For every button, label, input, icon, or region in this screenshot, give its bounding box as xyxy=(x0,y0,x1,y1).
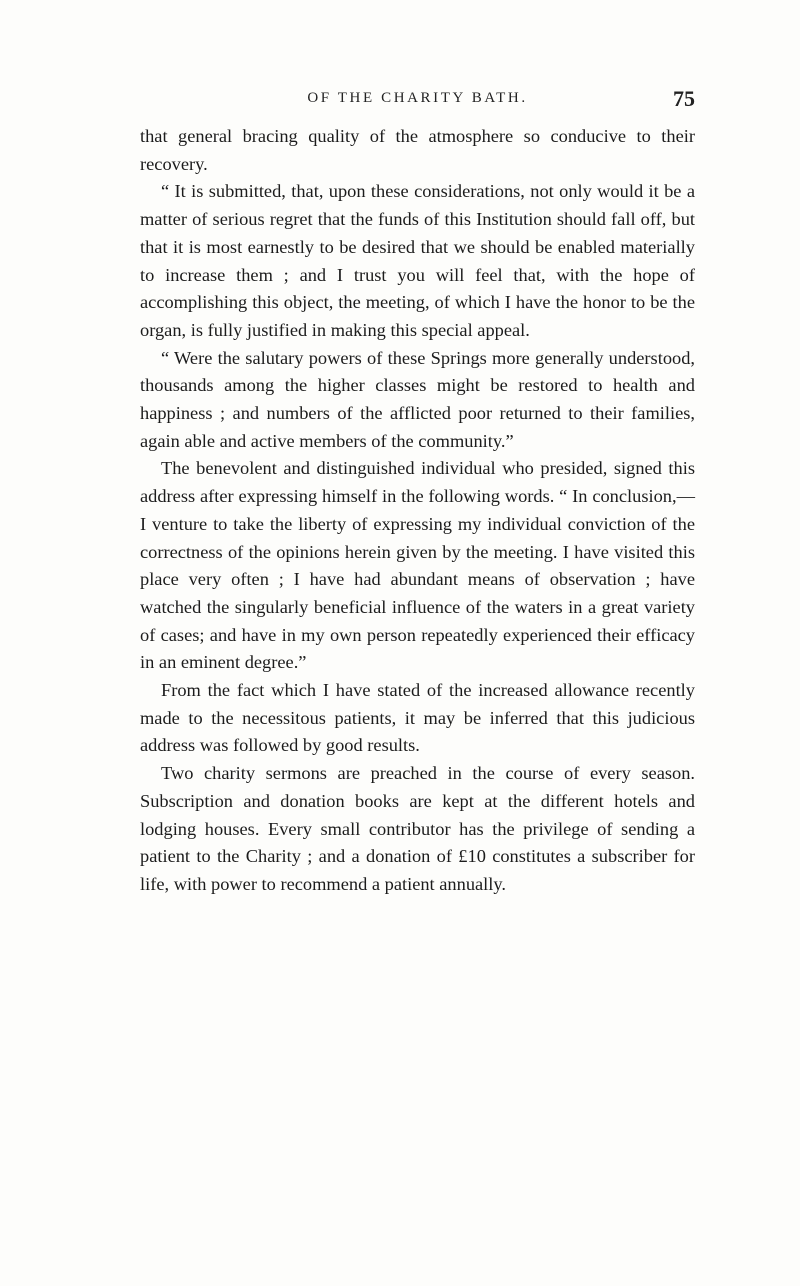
running-head xyxy=(140,88,695,118)
page-number: 75 xyxy=(673,86,695,111)
paragraph-continuation: that general bracing quality of the atmosphere so conducive to their recovery. xyxy=(140,126,695,174)
paragraph-benevolent-individual: The benevolent and distinguished individual who presided, signed this address after expressing himself in the following words. “ In conclusion,—I venture to take the liberty of expressing my individual conviction of the correctness of the opinions herein given by the meeting. I have visited this place very often ; I have had abundant means of observation ; have watched the singularly beneficial influence of the waters in a great variety of cases; and have in my own person repeatedly experienced their efficacy in an eminent degree.” xyxy=(140,458,695,673)
body-text xyxy=(140,123,695,899)
paragraph-salutary-powers: “ Were the salutary powers of these Springs more generally understood, thousands among the higher classes might be restored to health and happiness ; and numbers of the afflicted poor returned to their families, again able and active members of the community.” xyxy=(140,347,695,451)
paragraph-charity-sermons: Two charity sermons are preached in the course of every season. Subscription and donation books are kept at the different hotels and lodging houses. Every small contributor has the privilege of sending a patient to the Charity ; and a donation of £10 constitutes a subscriber for life, with power to recommend a patient annually. xyxy=(140,763,695,894)
running-title: OF THE CHARITY BATH. xyxy=(307,90,528,106)
paragraph-submission: “ It is submitted, that, upon these considerations, not only would it be a matter of serious regret that the funds of this Institution should fall off, but that it is most earnestly to be desired that we should be enabled materially to increase them ; and I trust you will feel that, with the hope of accomplishing this object, the meeting, of which I have the honor to be the organ, is fully justified in making this special appeal. xyxy=(140,181,695,340)
paragraph-increased-allowance: From the fact which I have stated of the increased allowance recently made to the necessitous patients, it may be inferred that this judicious address was followed by good results. xyxy=(140,680,695,756)
